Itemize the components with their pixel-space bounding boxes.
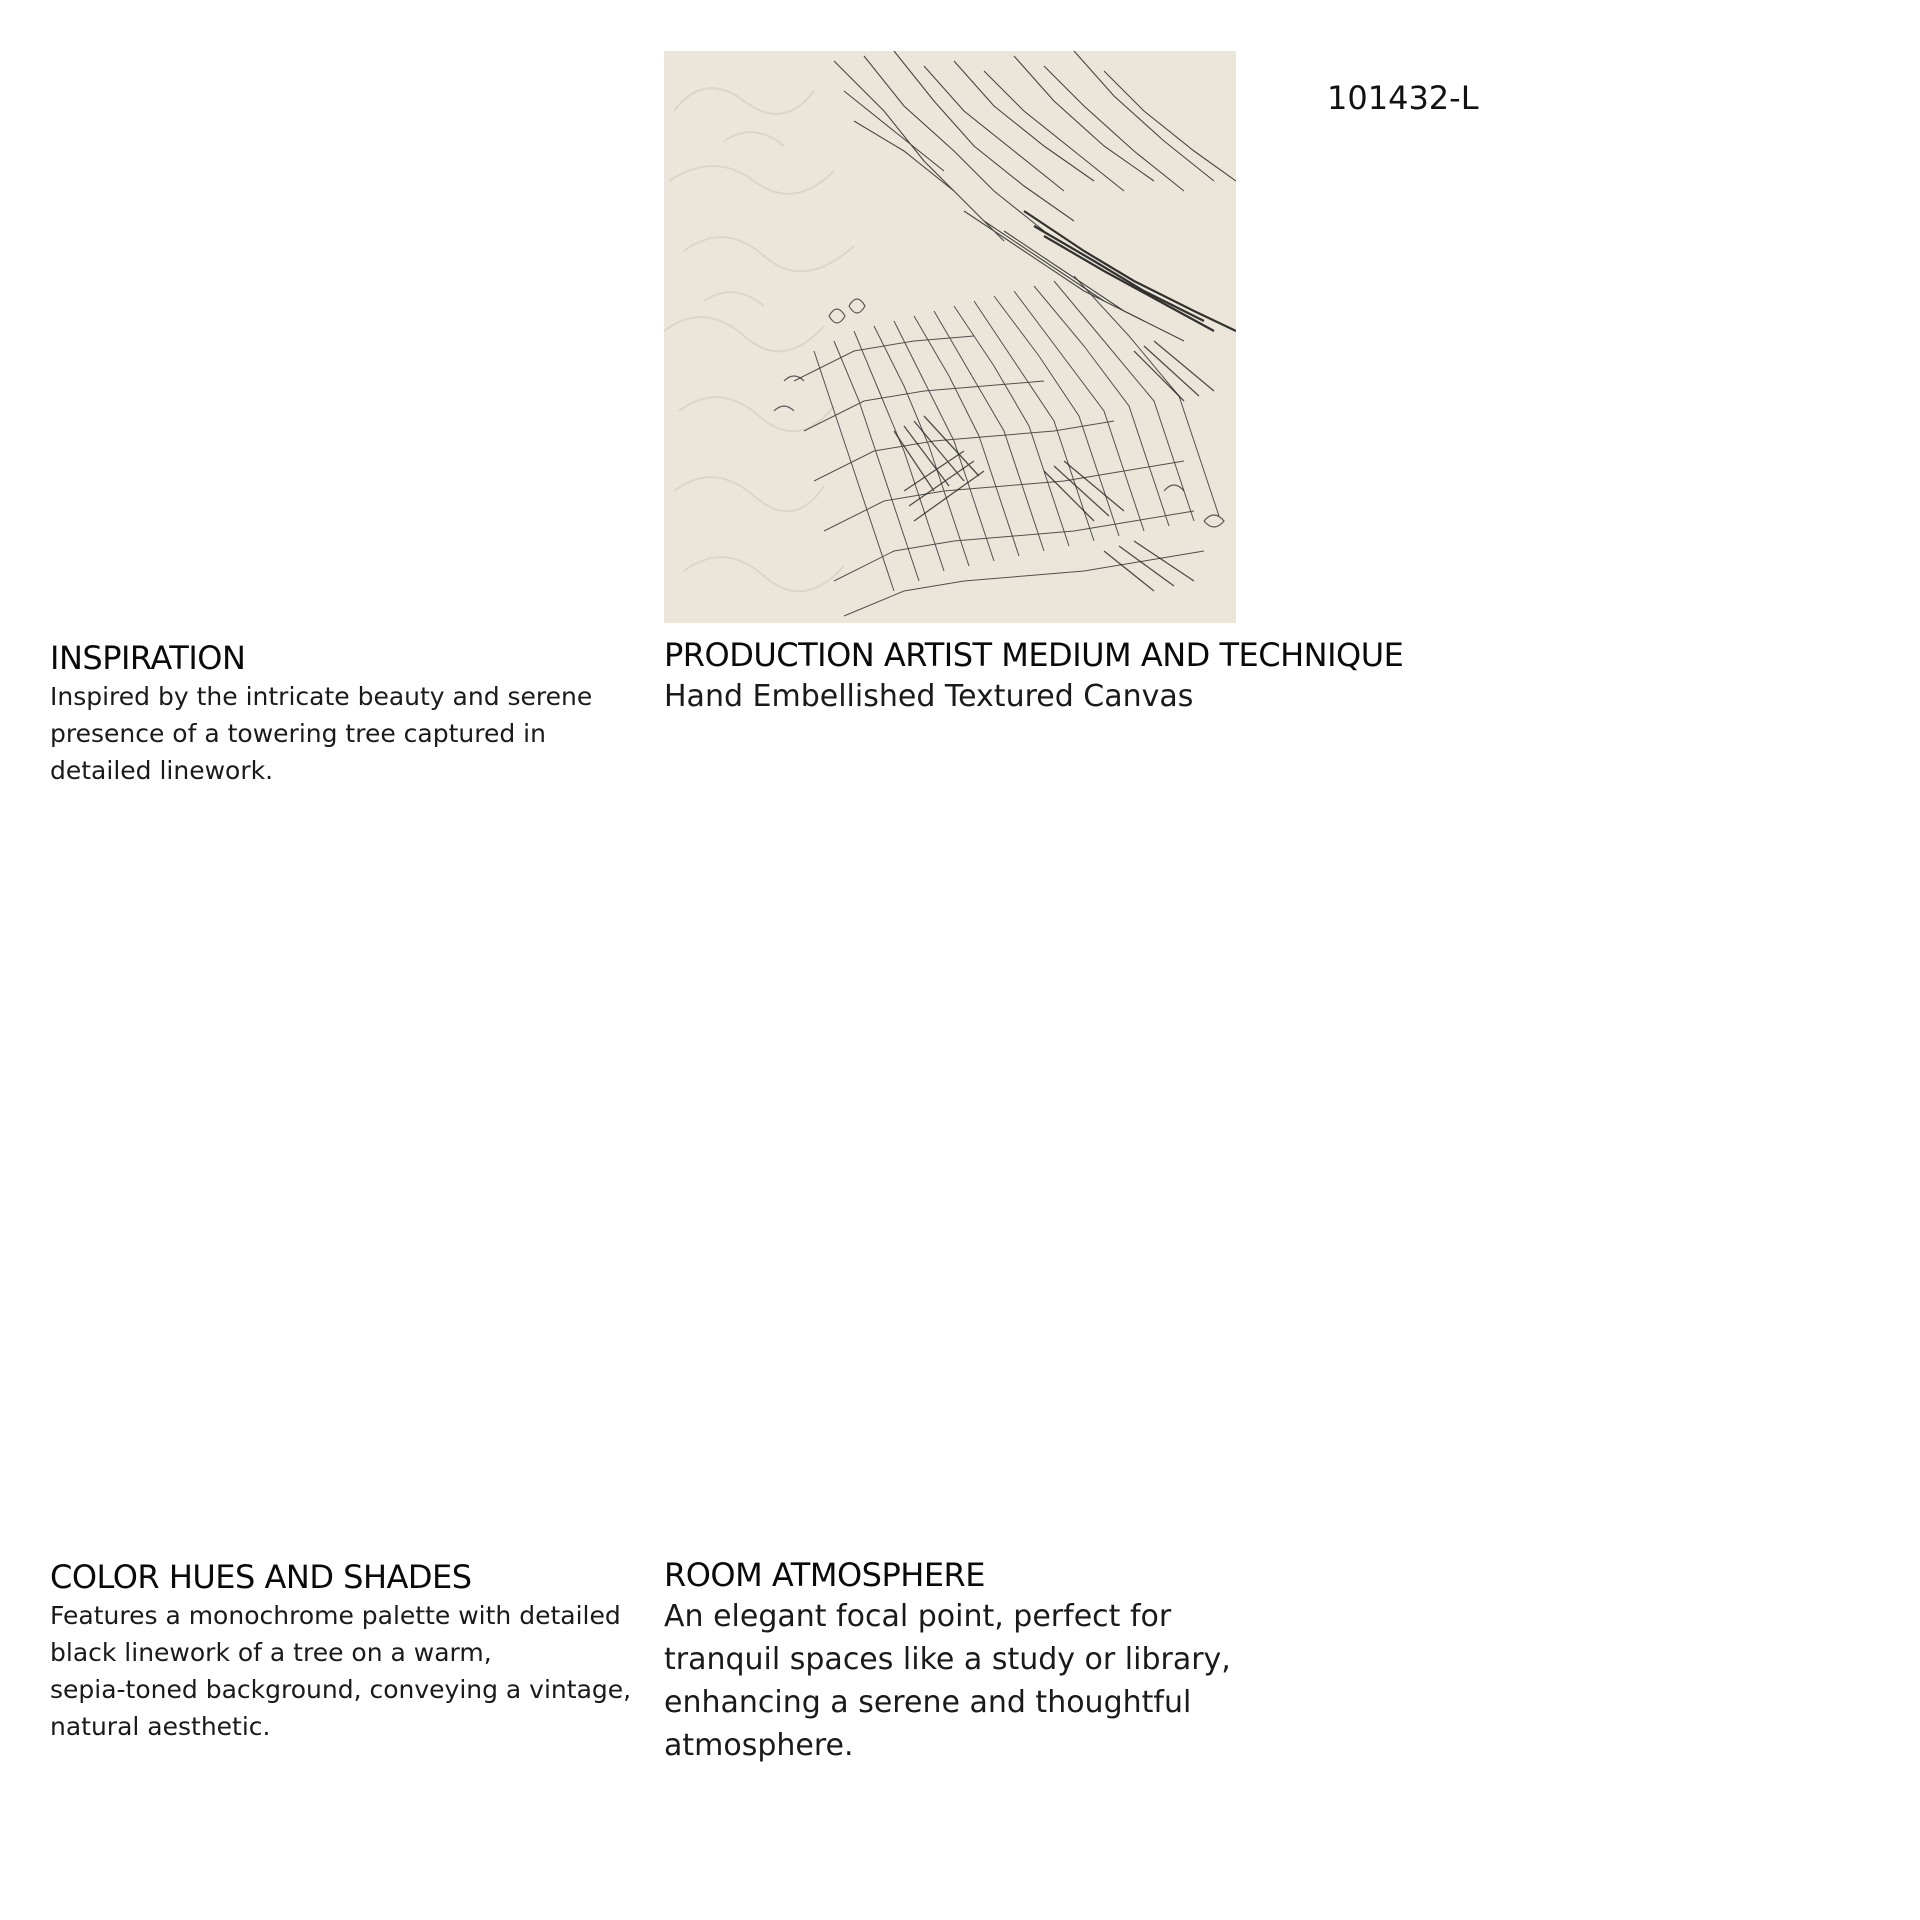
color-hues-line: black linework of a tree on a warm, xyxy=(50,1638,492,1667)
inspiration-line: presence of a towering tree captured in xyxy=(50,719,546,748)
room-atmosphere-heading: ROOM ATMOSPHERE xyxy=(664,1556,985,1594)
tree-sketch-illustration xyxy=(664,51,1236,623)
inspiration-text xyxy=(50,678,640,789)
production-heading: PRODUCTION ARTIST MEDIUM AND TECHNIQUE xyxy=(664,636,1404,674)
inspiration-line: Inspired by the intricate beauty and serene xyxy=(50,682,593,711)
room-atmosphere-line: enhancing a serene and thoughtful xyxy=(664,1685,1192,1720)
color-hues-section xyxy=(50,1557,645,1745)
production-section xyxy=(664,635,1664,718)
inspiration-heading: INSPIRATION xyxy=(50,639,246,677)
room-atmosphere-line: tranquil spaces like a study or library, xyxy=(664,1642,1231,1677)
artwork-image xyxy=(664,51,1236,623)
color-hues-line: sepia-toned background, conveying a vintage, xyxy=(50,1675,632,1704)
product-sku: 101432-L xyxy=(1327,79,1479,117)
color-hues-line: natural aesthetic. xyxy=(50,1712,271,1741)
color-hues-heading: COLOR HUES AND SHADES xyxy=(50,1558,472,1596)
production-text: Hand Embellished Textured Canvas xyxy=(664,679,1194,714)
color-hues-text xyxy=(50,1597,645,1745)
room-atmosphere-text xyxy=(664,1595,1231,1767)
room-atmosphere-line: An elegant focal point, perfect for xyxy=(664,1599,1172,1634)
inspiration-section xyxy=(50,638,640,789)
color-hues-line: Features a monochrome palette with detailed xyxy=(50,1601,621,1630)
room-atmosphere-section xyxy=(664,1555,1231,1767)
room-atmosphere-line: atmosphere. xyxy=(664,1728,854,1763)
inspiration-line: detailed linework. xyxy=(50,756,274,785)
